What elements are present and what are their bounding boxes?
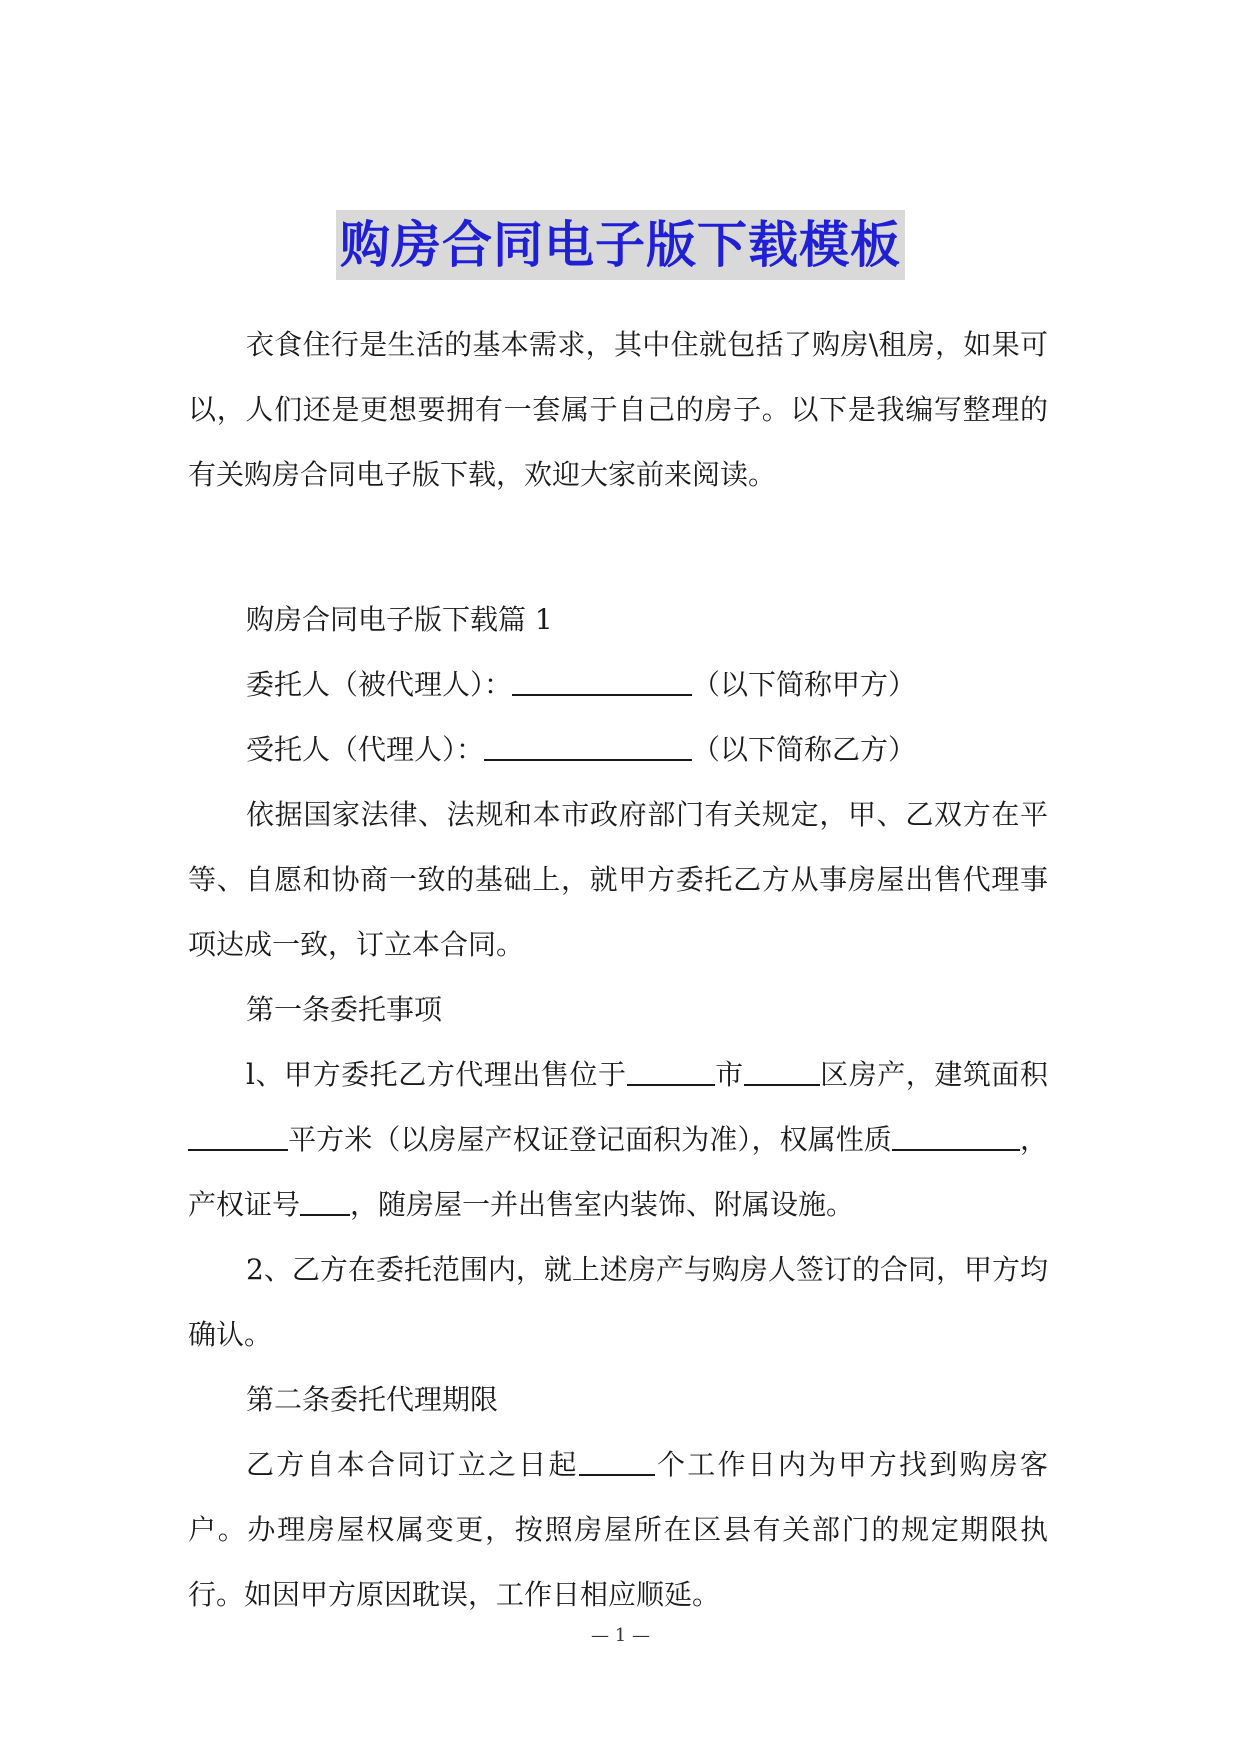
agent-blank bbox=[484, 729, 692, 761]
area-blank bbox=[188, 1119, 288, 1151]
principal-line bbox=[188, 652, 1048, 717]
basis-paragraph: 依据国家法律、法规和本市政府部门有关规定，甲、乙双方在平等、自愿和协商一致的基础上，就甲方委托乙方从事房屋出售代理事项达成一致，订立本合同。 bbox=[188, 798, 1048, 961]
article1-heading: 第一条委托事项 bbox=[246, 993, 443, 1026]
certificate-blank bbox=[300, 1184, 350, 1216]
document-body bbox=[188, 312, 1048, 1627]
principal-suffix: （以下简称甲方） bbox=[692, 668, 917, 701]
section-title: 购房合同电子版下载篇 1 bbox=[246, 603, 553, 636]
page-number: — 1 — bbox=[591, 1625, 650, 1646]
section-gap bbox=[188, 507, 1048, 587]
item1-text-f: ，随房屋一并出售室内装饰、附属设施。 bbox=[350, 1188, 855, 1221]
principal-blank bbox=[512, 664, 692, 696]
city-blank bbox=[627, 1054, 715, 1086]
item1-text-c: 区房产，建筑面积 bbox=[819, 1058, 1048, 1091]
item1-text-e: ，产权证号 bbox=[188, 1123, 1048, 1221]
agent-suffix: （以下简称乙方） bbox=[692, 733, 917, 766]
item1-text-d: 平方米（以房屋产权证登记面积为准），权属性质 bbox=[288, 1123, 892, 1156]
days-blank bbox=[579, 1444, 655, 1476]
agent-line bbox=[188, 717, 1048, 782]
article2-text-a: 乙方自本合同订立之日起 bbox=[246, 1448, 579, 1481]
principal-label: 委托人（被代理人）： bbox=[246, 668, 513, 701]
item1-text-b: 市 bbox=[714, 1058, 744, 1091]
document-title: 购房合同电子版下载模板 bbox=[336, 210, 905, 280]
article1-item1 bbox=[188, 1042, 1048, 1237]
article2-heading: 第二条委托代理期限 bbox=[246, 1383, 499, 1416]
article2-text-b: 个工作日内为甲方找到购房客户。办理房屋权属变更，按照房屋所在区县有关部门的规定期限执行。如因甲方原因耽误，工作日相应顺延。 bbox=[188, 1448, 1048, 1611]
article2-paragraph bbox=[188, 1432, 1048, 1627]
ownership-blank bbox=[892, 1119, 1020, 1151]
article1-item2: 2、乙方在委托范围内，就上述房产与购房人签订的合同，甲方均确认。 bbox=[188, 1253, 1048, 1351]
intro-paragraph: 衣食住行是生活的基本需求，其中住就包括了购房\租房，如果可以，人们还是更想要拥有一套属于自己的房子。以下是我编写整理的有关购房合同电子版下载，欢迎大家前来阅读。 bbox=[188, 328, 1048, 491]
district-blank bbox=[744, 1054, 820, 1086]
item1-text-a: l、甲方委托乙方代理出售位于 bbox=[246, 1058, 627, 1091]
title-container bbox=[0, 210, 1241, 280]
agent-label: 受托人（代理人）： bbox=[246, 733, 485, 766]
